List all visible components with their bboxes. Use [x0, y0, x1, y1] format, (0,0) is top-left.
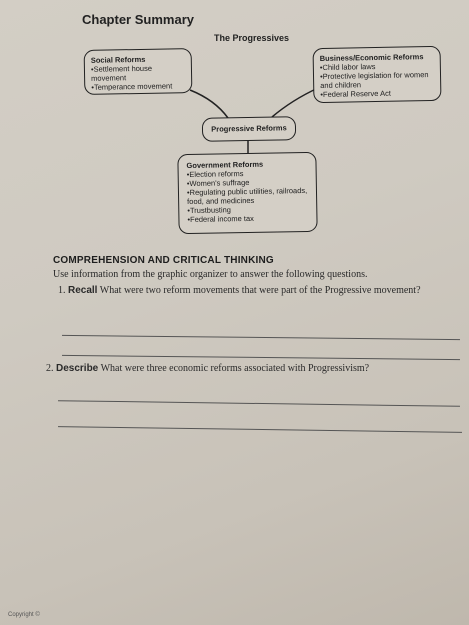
- government-reform-item: • Election reforms: [187, 168, 308, 179]
- question-number: 2.: [46, 363, 54, 374]
- business-reform-item: • Child labor laws: [320, 61, 434, 72]
- question-1: [58, 285, 438, 297]
- business-reform-item: • Federal Reserve Act: [320, 88, 434, 99]
- progressive-reforms-box: Progressive Reforms: [202, 116, 296, 142]
- government-reform-item: • Regulating public utilities, railroads, food, and medicines: [187, 186, 308, 206]
- social-reform-item: • Temperance movement: [91, 81, 185, 92]
- question-keyword: Describe: [56, 363, 99, 374]
- business-reform-item: • Protective legislation for women and children: [320, 70, 434, 90]
- chapter-title: Chapter Summary: [82, 12, 194, 27]
- government-reform-item: • Women's suffrage: [187, 177, 308, 188]
- connector-social: [190, 90, 228, 118]
- government-reforms-heading: Government Reforms: [186, 159, 264, 171]
- government-reforms-box: [177, 152, 317, 234]
- government-reform-item: • Trustbusting: [187, 204, 308, 215]
- instructions: Use information from the graphic organizer to answer the following questions.: [53, 269, 368, 280]
- comprehension-heading: COMPREHENSION AND CRITICAL THINKING: [53, 255, 274, 266]
- connector-business: [272, 88, 318, 117]
- organizer-title: The Progressives: [214, 33, 290, 43]
- government-reform-item: • Federal income tax: [187, 213, 308, 224]
- question-text: What were two reform movements that were part of the Progressive movement?: [99, 285, 421, 296]
- question-number: 1.: [58, 285, 66, 296]
- question-text: What were three economic reforms associated with Progressivism?: [100, 363, 370, 374]
- social-reforms-heading: Social Reforms: [90, 54, 146, 65]
- social-reform-item: • Settlement house movement: [91, 63, 185, 83]
- business-reforms-box: [313, 46, 442, 103]
- footer-copyright: Copyright ©: [8, 612, 40, 618]
- social-reforms-box: [84, 48, 193, 95]
- question-2: [46, 363, 446, 375]
- question-keyword: Recall: [68, 285, 98, 296]
- business-reforms-heading: Business/Economic Reforms: [319, 52, 424, 63]
